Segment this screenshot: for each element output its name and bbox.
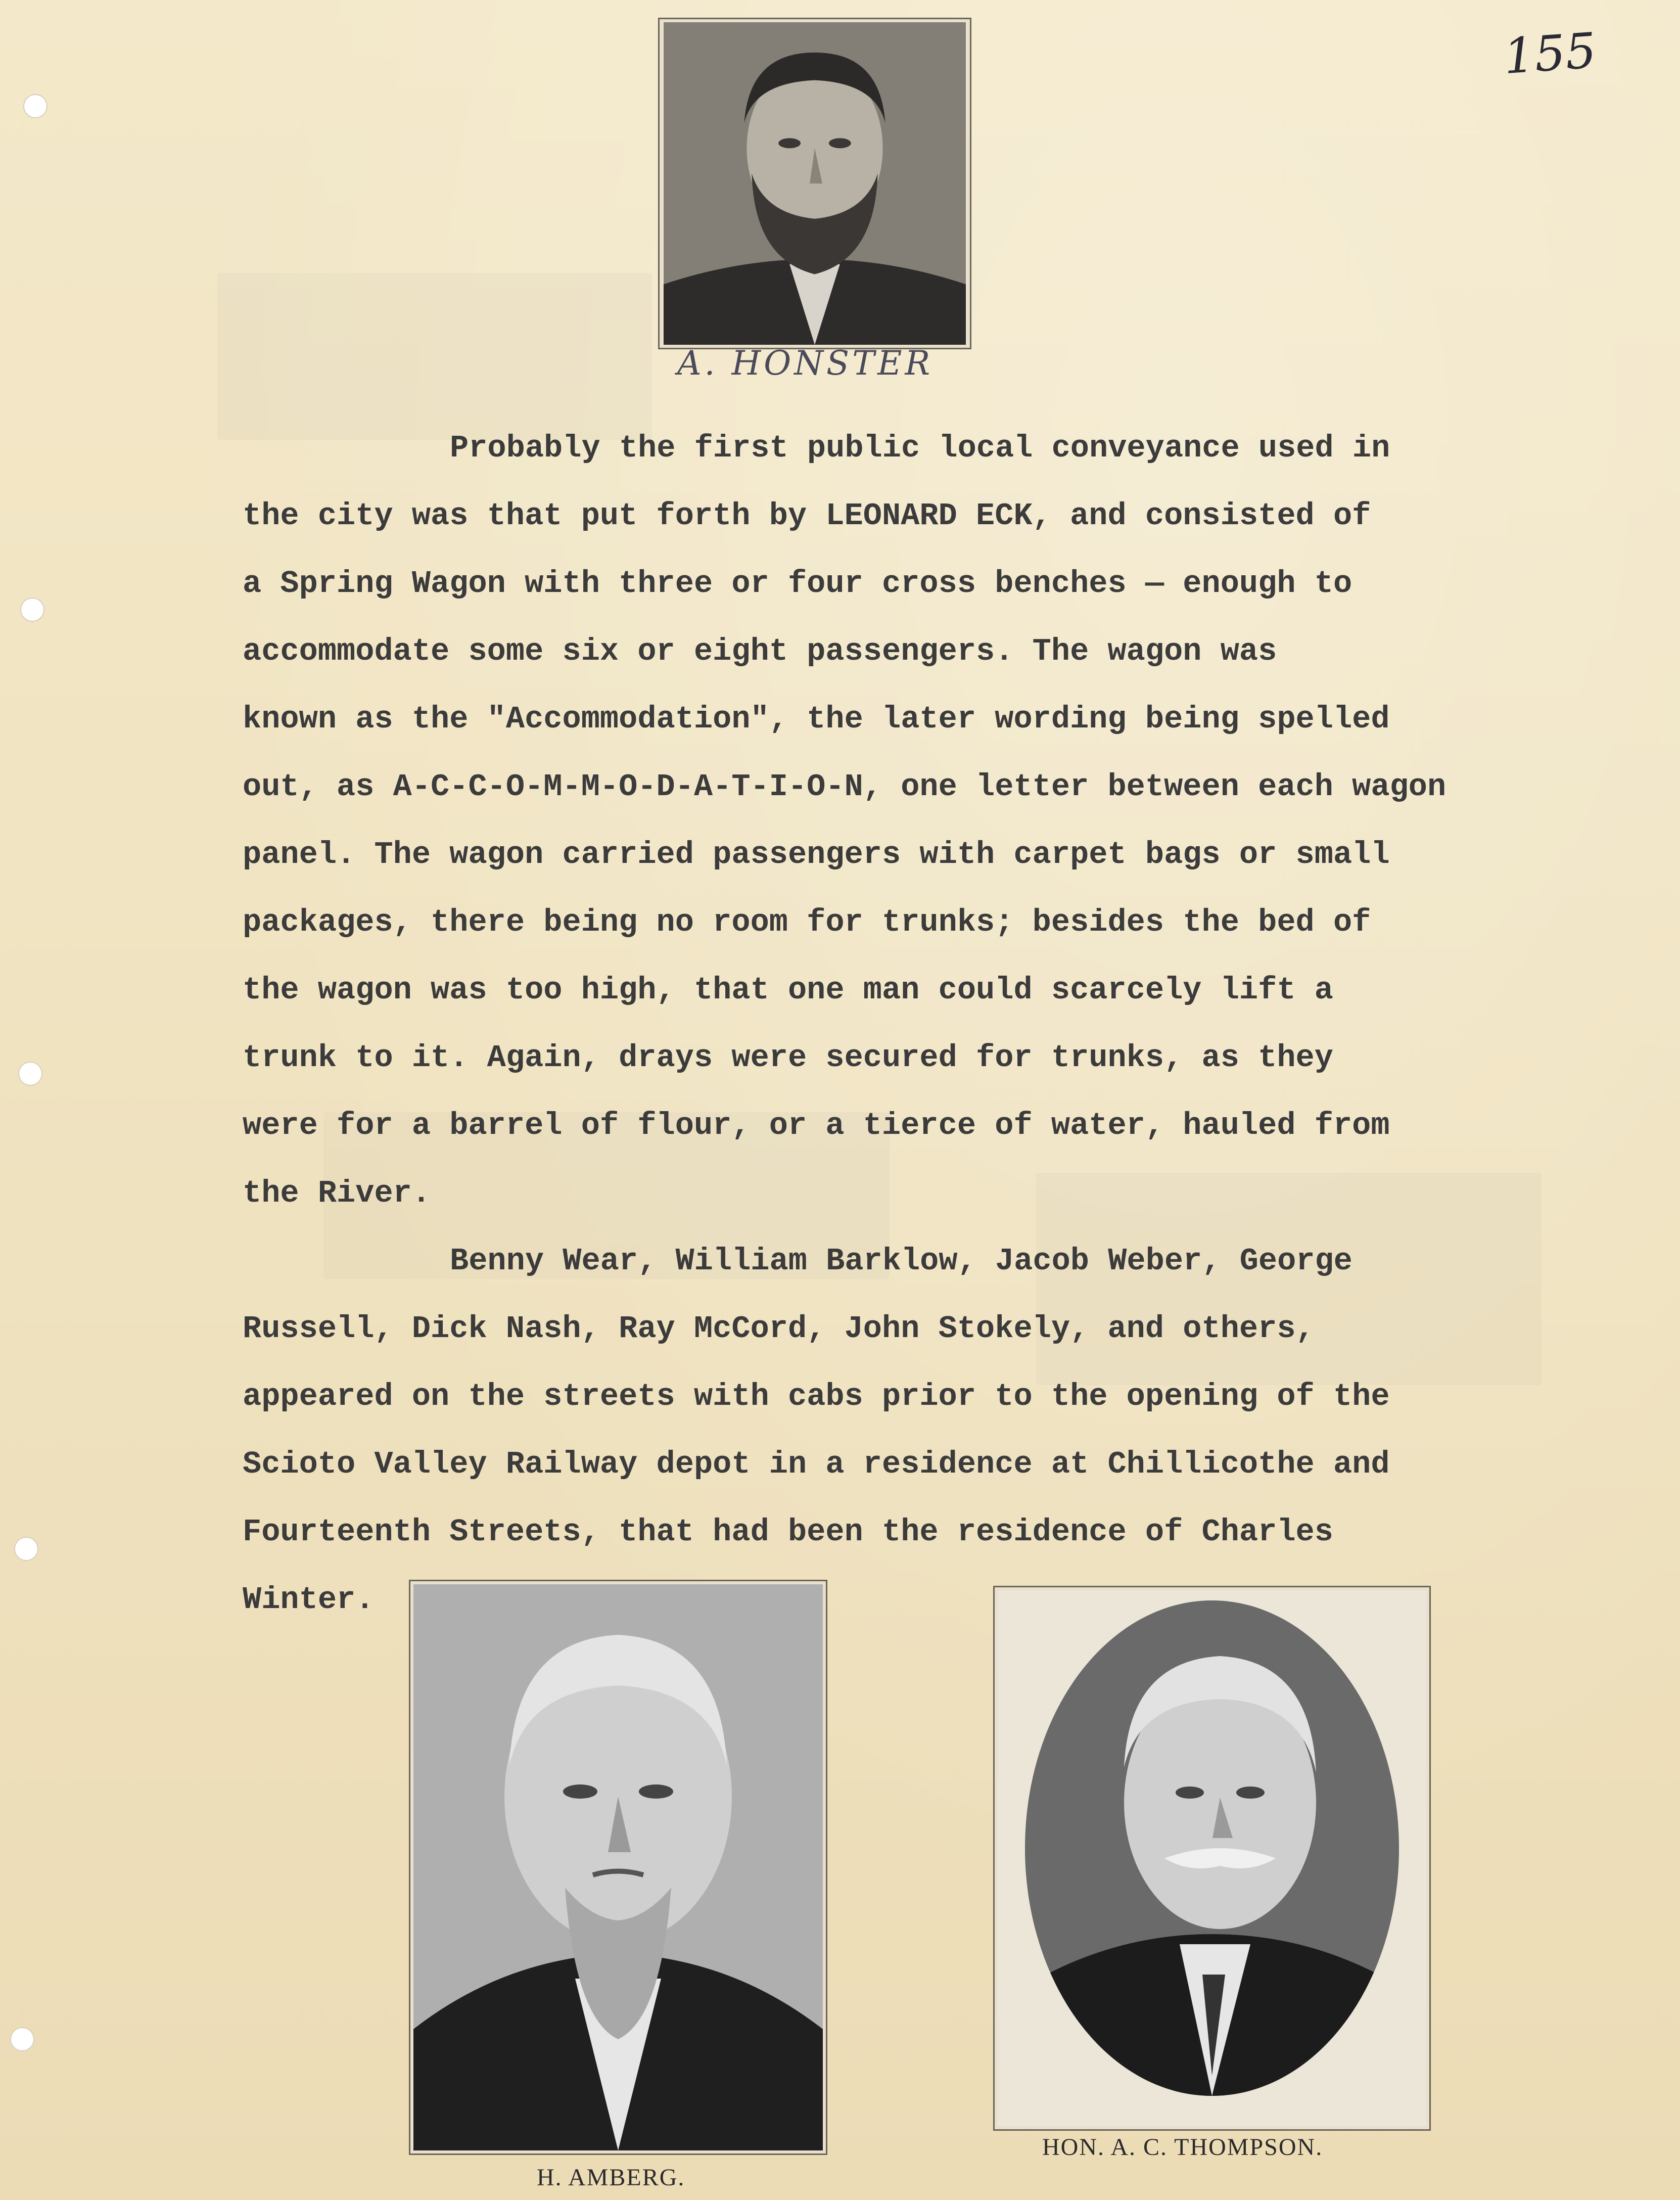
paragraph-line: Winter. <box>243 1582 375 1618</box>
body-text <box>243 415 1567 1634</box>
paragraph-line: trunk to it. Again, drays were secured for trunks, as they <box>243 1040 1333 1076</box>
photo-caption-thompson: HON. A. C. THOMPSON. <box>1042 2134 1323 2161</box>
page-number: 155 <box>1502 22 1598 85</box>
paragraph-line: Benny Wear, William Barklow, Jacob Weber, George <box>450 1243 1352 1279</box>
portrait-image <box>413 1584 823 2150</box>
paragraph-line: Scioto Valley Railway depot in a residence at Chillicothe and <box>243 1446 1390 1482</box>
paragraph-line: Probably the first public local conveyance used in <box>450 430 1390 466</box>
paragraph-line: packages, there being no room for trunks; besides the bed of <box>243 904 1371 940</box>
paragraph-line: appeared on the streets with cabs prior to the opening of the <box>243 1379 1390 1414</box>
handwritten-label: A. HONSTER <box>677 344 934 383</box>
portrait-photo-amberg <box>410 1581 826 2153</box>
portrait-image <box>998 1590 1426 2126</box>
punch-hole <box>20 598 44 622</box>
paragraph-line: accommodate some six or eight passengers. The wagon was <box>243 633 1277 669</box>
paragraph-line: a Spring Wagon with three or four cross benches — enough to <box>243 566 1352 602</box>
punch-hole <box>14 1537 38 1561</box>
paragraph-line: Fourteenth Streets, that had been the residence of Charles <box>243 1514 1333 1550</box>
portrait-photo-top <box>660 19 970 348</box>
paragraph-line: known as the "Accommodation", the later wording being spelled <box>243 701 1390 737</box>
photo-caption-amberg: H. AMBERG. <box>537 2164 685 2191</box>
paragraph-line: the River. <box>243 1175 431 1211</box>
portrait-photo-thompson <box>995 1587 1429 2129</box>
punch-hole <box>18 1062 42 1086</box>
paragraph-line: were for a barrel of flour, or a tierce of water, hauled from <box>243 1108 1390 1143</box>
paragraph-line: the city was that put forth by LEONARD ECK, and consisted of <box>243 498 1371 534</box>
paragraph-line: out, as A-C-C-O-M-M-O-D-A-T-I-O-N, one letter between each wagon <box>243 769 1446 805</box>
paragraph-line: Russell, Dick Nash, Ray McCord, John Stokely, and others, <box>243 1311 1315 1347</box>
punch-hole <box>10 2027 34 2051</box>
punch-hole <box>23 94 48 118</box>
portrait-image <box>663 22 967 345</box>
paragraph-line: panel. The wagon carried passengers with carpet bags or small <box>243 837 1390 873</box>
paragraph-line: the wagon was too high, that one man could scarcely lift a <box>243 972 1333 1008</box>
